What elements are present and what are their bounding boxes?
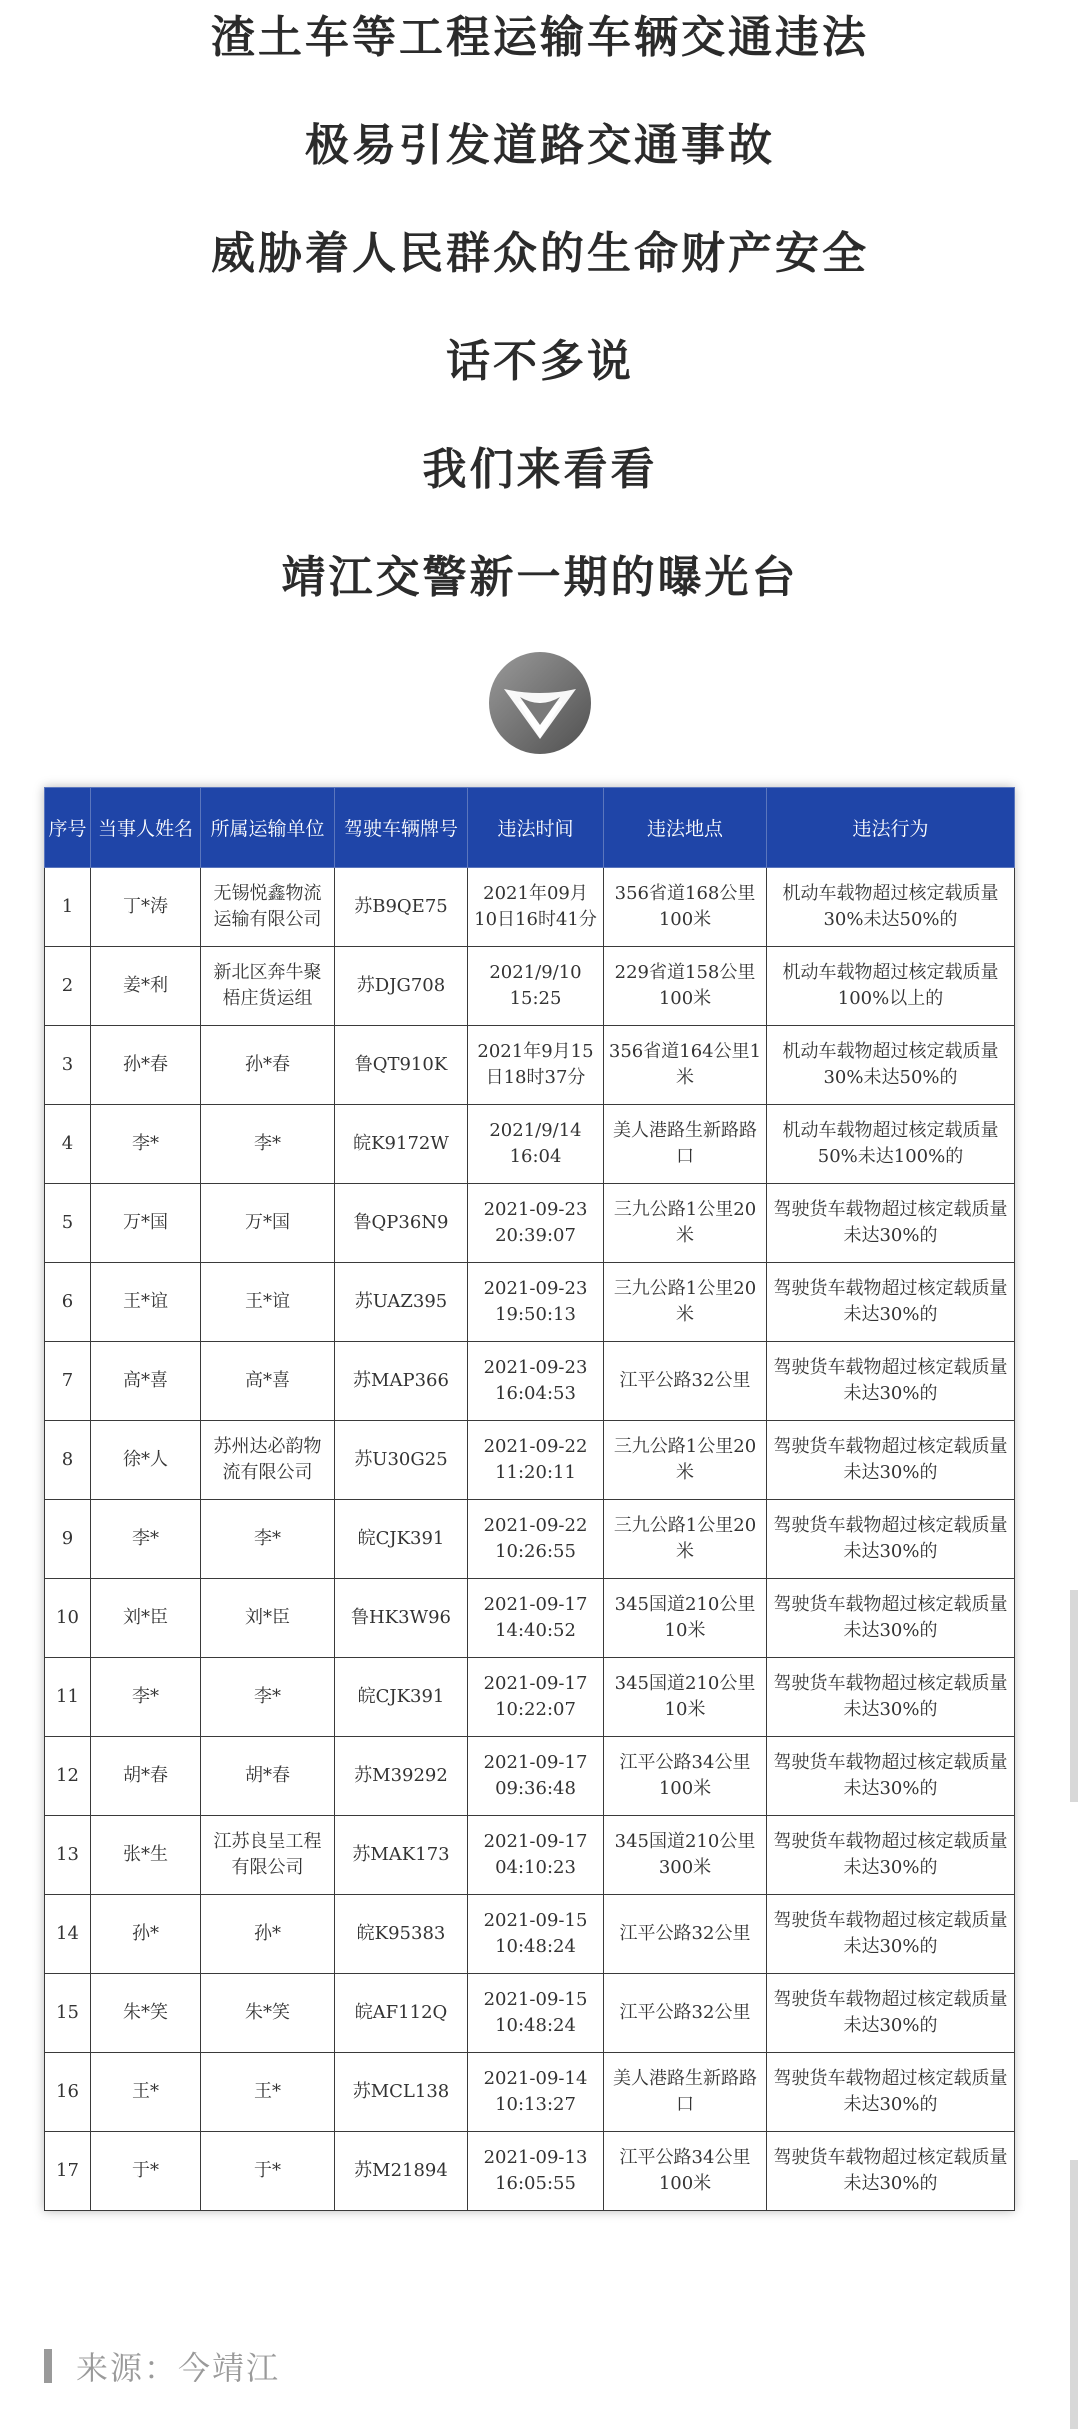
violation-table-container <box>44 787 1014 2211</box>
cell-name: 张*生 <box>91 1816 201 1895</box>
cell-name: 王*谊 <box>91 1263 201 1342</box>
cell-plate: 皖CJK391 <box>335 1658 468 1737</box>
cell-plate: 皖CJK391 <box>335 1500 468 1579</box>
cell-name: 朱*笑 <box>91 1974 201 2053</box>
cell-seq: 14 <box>45 1895 91 1974</box>
cell-name: 徐*人 <box>91 1421 201 1500</box>
cell-place: 江平公路32公里 <box>604 1974 767 2053</box>
table-header-row <box>45 788 1015 868</box>
cell-time: 2021-09-17 09:36:48 <box>468 1737 604 1816</box>
cell-seq: 7 <box>45 1342 91 1421</box>
table-row <box>45 1184 1015 1263</box>
cell-seq: 17 <box>45 2132 91 2211</box>
header-seq: 序号 <box>45 788 91 868</box>
cell-place: 345国道210公里300米 <box>604 1816 767 1895</box>
cell-plate: 苏M39292 <box>335 1737 468 1816</box>
cell-action: 驾驶货车载物超过核定载质量未达30%的 <box>767 1500 1015 1579</box>
cell-unit: 王* <box>201 2053 335 2132</box>
table-row <box>45 1895 1015 1974</box>
cell-name: 王* <box>91 2053 201 2132</box>
cell-time: 2021-09-15 10:48:24 <box>468 1895 604 1974</box>
headline-line-4: 话不多说 <box>446 336 634 387</box>
cell-action: 驾驶货车载物超过核定载质量未达30%的 <box>767 1342 1015 1421</box>
cell-name: 胡*春 <box>91 1737 201 1816</box>
cell-time: 2021/9/14 16:04 <box>468 1105 604 1184</box>
cell-plate: 苏U30G25 <box>335 1421 468 1500</box>
cell-place: 229省道158公里100米 <box>604 947 767 1026</box>
cell-action: 驾驶货车载物超过核定载质量未达30%的 <box>767 1263 1015 1342</box>
cell-action: 机动车载物超过核定载质量100%以上的 <box>767 947 1015 1026</box>
cell-time: 2021年09月10日16时41分 <box>468 868 604 947</box>
cell-action: 机动车载物超过核定载质量30%未达50%的 <box>767 1026 1015 1105</box>
cell-seq: 15 <box>45 1974 91 2053</box>
cell-place: 356省道168公里100米 <box>604 868 767 947</box>
cell-unit: 李* <box>201 1658 335 1737</box>
source-line <box>44 2344 280 2388</box>
table-row <box>45 1658 1015 1737</box>
cell-plate: 苏MAP366 <box>335 1342 468 1421</box>
cell-plate: 苏UAZ395 <box>335 1263 468 1342</box>
cell-seq: 6 <box>45 1263 91 1342</box>
cell-place: 美人港路生新路路口 <box>604 2053 767 2132</box>
cell-name: 姜*利 <box>91 947 201 1026</box>
table-row <box>45 1105 1015 1184</box>
table-row <box>45 2132 1015 2211</box>
table-row <box>45 1579 1015 1658</box>
cell-plate: 皖K95383 <box>335 1895 468 1974</box>
cell-name: 万*国 <box>91 1184 201 1263</box>
scrollbar-track-lower[interactable] <box>1070 2160 1078 2429</box>
table-row <box>45 1421 1015 1500</box>
cell-time: 2021-09-23 20:39:07 <box>468 1184 604 1263</box>
table-row <box>45 947 1015 1026</box>
cell-unit: 李* <box>201 1105 335 1184</box>
header-time: 违法时间 <box>468 788 604 868</box>
cell-unit: 万*国 <box>201 1184 335 1263</box>
cell-seq: 1 <box>45 868 91 947</box>
cell-seq: 5 <box>45 1184 91 1263</box>
cell-unit: 王*谊 <box>201 1263 335 1342</box>
cell-place: 江平公路34公里100米 <box>604 1737 767 1816</box>
table-row <box>45 2053 1015 2132</box>
cell-seq: 16 <box>45 2053 91 2132</box>
source-marker-bar <box>44 2349 52 2383</box>
cell-place: 江平公路32公里 <box>604 1895 767 1974</box>
cell-name: 刘*臣 <box>91 1579 201 1658</box>
cell-unit: 无锡悦鑫物流运输有限公司 <box>201 868 335 947</box>
cell-time: 2021-09-23 16:04:53 <box>468 1342 604 1421</box>
cell-unit: 孙* <box>201 1895 335 1974</box>
cell-name: 丁*涛 <box>91 868 201 947</box>
cell-plate: 鲁QP36N9 <box>335 1184 468 1263</box>
cell-action: 驾驶货车载物超过核定载质量未达30%的 <box>767 1579 1015 1658</box>
cell-time: 2021年9月15日18时37分 <box>468 1026 604 1105</box>
cell-time: 2021-09-22 11:20:11 <box>468 1421 604 1500</box>
cell-time: 2021-09-22 10:26:55 <box>468 1500 604 1579</box>
cell-time: 2021-09-13 16:05:55 <box>468 2132 604 2211</box>
table-row <box>45 1263 1015 1342</box>
cell-seq: 3 <box>45 1026 91 1105</box>
cell-plate: 苏M21894 <box>335 2132 468 2211</box>
cell-place: 345国道210公里10米 <box>604 1658 767 1737</box>
cell-seq: 10 <box>45 1579 91 1658</box>
header-unit: 所属运输单位 <box>201 788 335 868</box>
cell-unit: 高*喜 <box>201 1342 335 1421</box>
cell-place: 三九公路1公里20米 <box>604 1421 767 1500</box>
cell-unit: 江苏良呈工程有限公司 <box>201 1816 335 1895</box>
cell-place: 三九公路1公里20米 <box>604 1184 767 1263</box>
table-body <box>45 868 1015 2211</box>
cell-place: 美人港路生新路路口 <box>604 1105 767 1184</box>
table-row <box>45 1026 1015 1105</box>
cell-time: 2021-09-17 10:22:07 <box>468 1658 604 1737</box>
cell-name: 孙* <box>91 1895 201 1974</box>
cell-unit: 朱*笑 <box>201 1974 335 2053</box>
table-row <box>45 1816 1015 1895</box>
cell-unit: 苏州达必韵物流有限公司 <box>201 1421 335 1500</box>
cell-seq: 2 <box>45 947 91 1026</box>
table-row <box>45 1342 1015 1421</box>
cell-action: 驾驶货车载物超过核定载质量未达30%的 <box>767 1974 1015 2053</box>
cell-place: 江平公路34公里100米 <box>604 2132 767 2211</box>
violation-table <box>44 787 1015 2211</box>
table-row <box>45 868 1015 947</box>
cell-time: 2021-09-17 04:10:23 <box>468 1816 604 1895</box>
cell-action: 驾驶货车载物超过核定载质量未达30%的 <box>767 1421 1015 1500</box>
cell-name: 孙*春 <box>91 1026 201 1105</box>
cell-seq: 9 <box>45 1500 91 1579</box>
cell-action: 机动车载物超过核定载质量30%未达50%的 <box>767 868 1015 947</box>
cell-time: 2021-09-14 10:13:27 <box>468 2053 604 2132</box>
header-name: 当事人姓名 <box>91 788 201 868</box>
cell-seq: 11 <box>45 1658 91 1737</box>
cell-seq: 4 <box>45 1105 91 1184</box>
cell-action: 驾驶货车载物超过核定载质量未达30%的 <box>767 1184 1015 1263</box>
cell-name: 高*喜 <box>91 1342 201 1421</box>
cell-name: 李* <box>91 1105 201 1184</box>
cell-plate: 苏MAK173 <box>335 1816 468 1895</box>
cell-place: 345国道210公里10米 <box>604 1579 767 1658</box>
source-text: 来源：今靖江 <box>76 2349 281 2387</box>
cell-place: 356省道164公里1米 <box>604 1026 767 1105</box>
cell-plate: 苏B9QE75 <box>335 868 468 947</box>
headline-line-1: 渣土车等工程运输车辆交通违法 <box>211 12 869 63</box>
cell-action: 驾驶货车载物超过核定载质量未达30%的 <box>767 1895 1015 1974</box>
cell-action: 驾驶货车载物超过核定载质量未达30%的 <box>767 1658 1015 1737</box>
cell-plate: 鲁QT910K <box>335 1026 468 1105</box>
cell-place: 三九公路1公里20米 <box>604 1263 767 1342</box>
cell-time: 2021/9/10 15:25 <box>468 947 604 1026</box>
headline-line-2: 极易引发道路交通事故 <box>305 120 775 171</box>
cell-action: 驾驶货车载物超过核定载质量未达30%的 <box>767 2132 1015 2211</box>
cell-unit: 于* <box>201 2132 335 2211</box>
headline-line-5: 我们来看看 <box>422 444 658 495</box>
cell-time: 2021-09-15 10:48:24 <box>468 1974 604 2053</box>
cell-action: 驾驶货车载物超过核定载质量未达30%的 <box>767 1816 1015 1895</box>
down-chevron-icon <box>488 651 592 755</box>
cell-action: 驾驶货车载物超过核定载质量未达30%的 <box>767 1737 1015 1816</box>
cell-unit: 刘*臣 <box>201 1579 335 1658</box>
cell-place: 三九公路1公里20米 <box>604 1500 767 1579</box>
cell-name: 李* <box>91 1500 201 1579</box>
cell-plate: 苏DJG708 <box>335 947 468 1026</box>
cell-time: 2021-09-23 19:50:13 <box>468 1263 604 1342</box>
cell-plate: 苏MCL138 <box>335 2053 468 2132</box>
table-row <box>45 1974 1015 2053</box>
cell-action: 驾驶货车载物超过核定载质量未达30%的 <box>767 2053 1015 2132</box>
cell-name: 于* <box>91 2132 201 2211</box>
cell-unit: 胡*春 <box>201 1737 335 1816</box>
cell-unit: 新北区奔牛聚梧庄货运组 <box>201 947 335 1026</box>
cell-name: 李* <box>91 1658 201 1737</box>
cell-unit: 李* <box>201 1500 335 1579</box>
cell-time: 2021-09-17 14:40:52 <box>468 1579 604 1658</box>
cell-seq: 12 <box>45 1737 91 1816</box>
header-plate: 驾驶车辆牌号 <box>335 788 468 868</box>
cell-seq: 8 <box>45 1421 91 1500</box>
cell-place: 江平公路32公里 <box>604 1342 767 1421</box>
table-row <box>45 1737 1015 1816</box>
table-row <box>45 1500 1015 1579</box>
header-action: 违法行为 <box>767 788 1015 868</box>
cell-unit: 孙*春 <box>201 1026 335 1105</box>
cell-action: 机动车载物超过核定载质量50%未达100%的 <box>767 1105 1015 1184</box>
cell-plate: 皖AF112Q <box>335 1974 468 2053</box>
cell-plate: 皖K9172W <box>335 1105 468 1184</box>
cell-plate: 鲁HK3W96 <box>335 1579 468 1658</box>
headline-line-6: 靖江交警新一期的曝光台 <box>281 552 799 603</box>
cell-seq: 13 <box>45 1816 91 1895</box>
headline-line-3: 威胁着人民群众的生命财产安全 <box>211 228 869 279</box>
header-place: 违法地点 <box>604 788 767 868</box>
scrollbar-track-upper[interactable] <box>1070 1590 1078 1802</box>
